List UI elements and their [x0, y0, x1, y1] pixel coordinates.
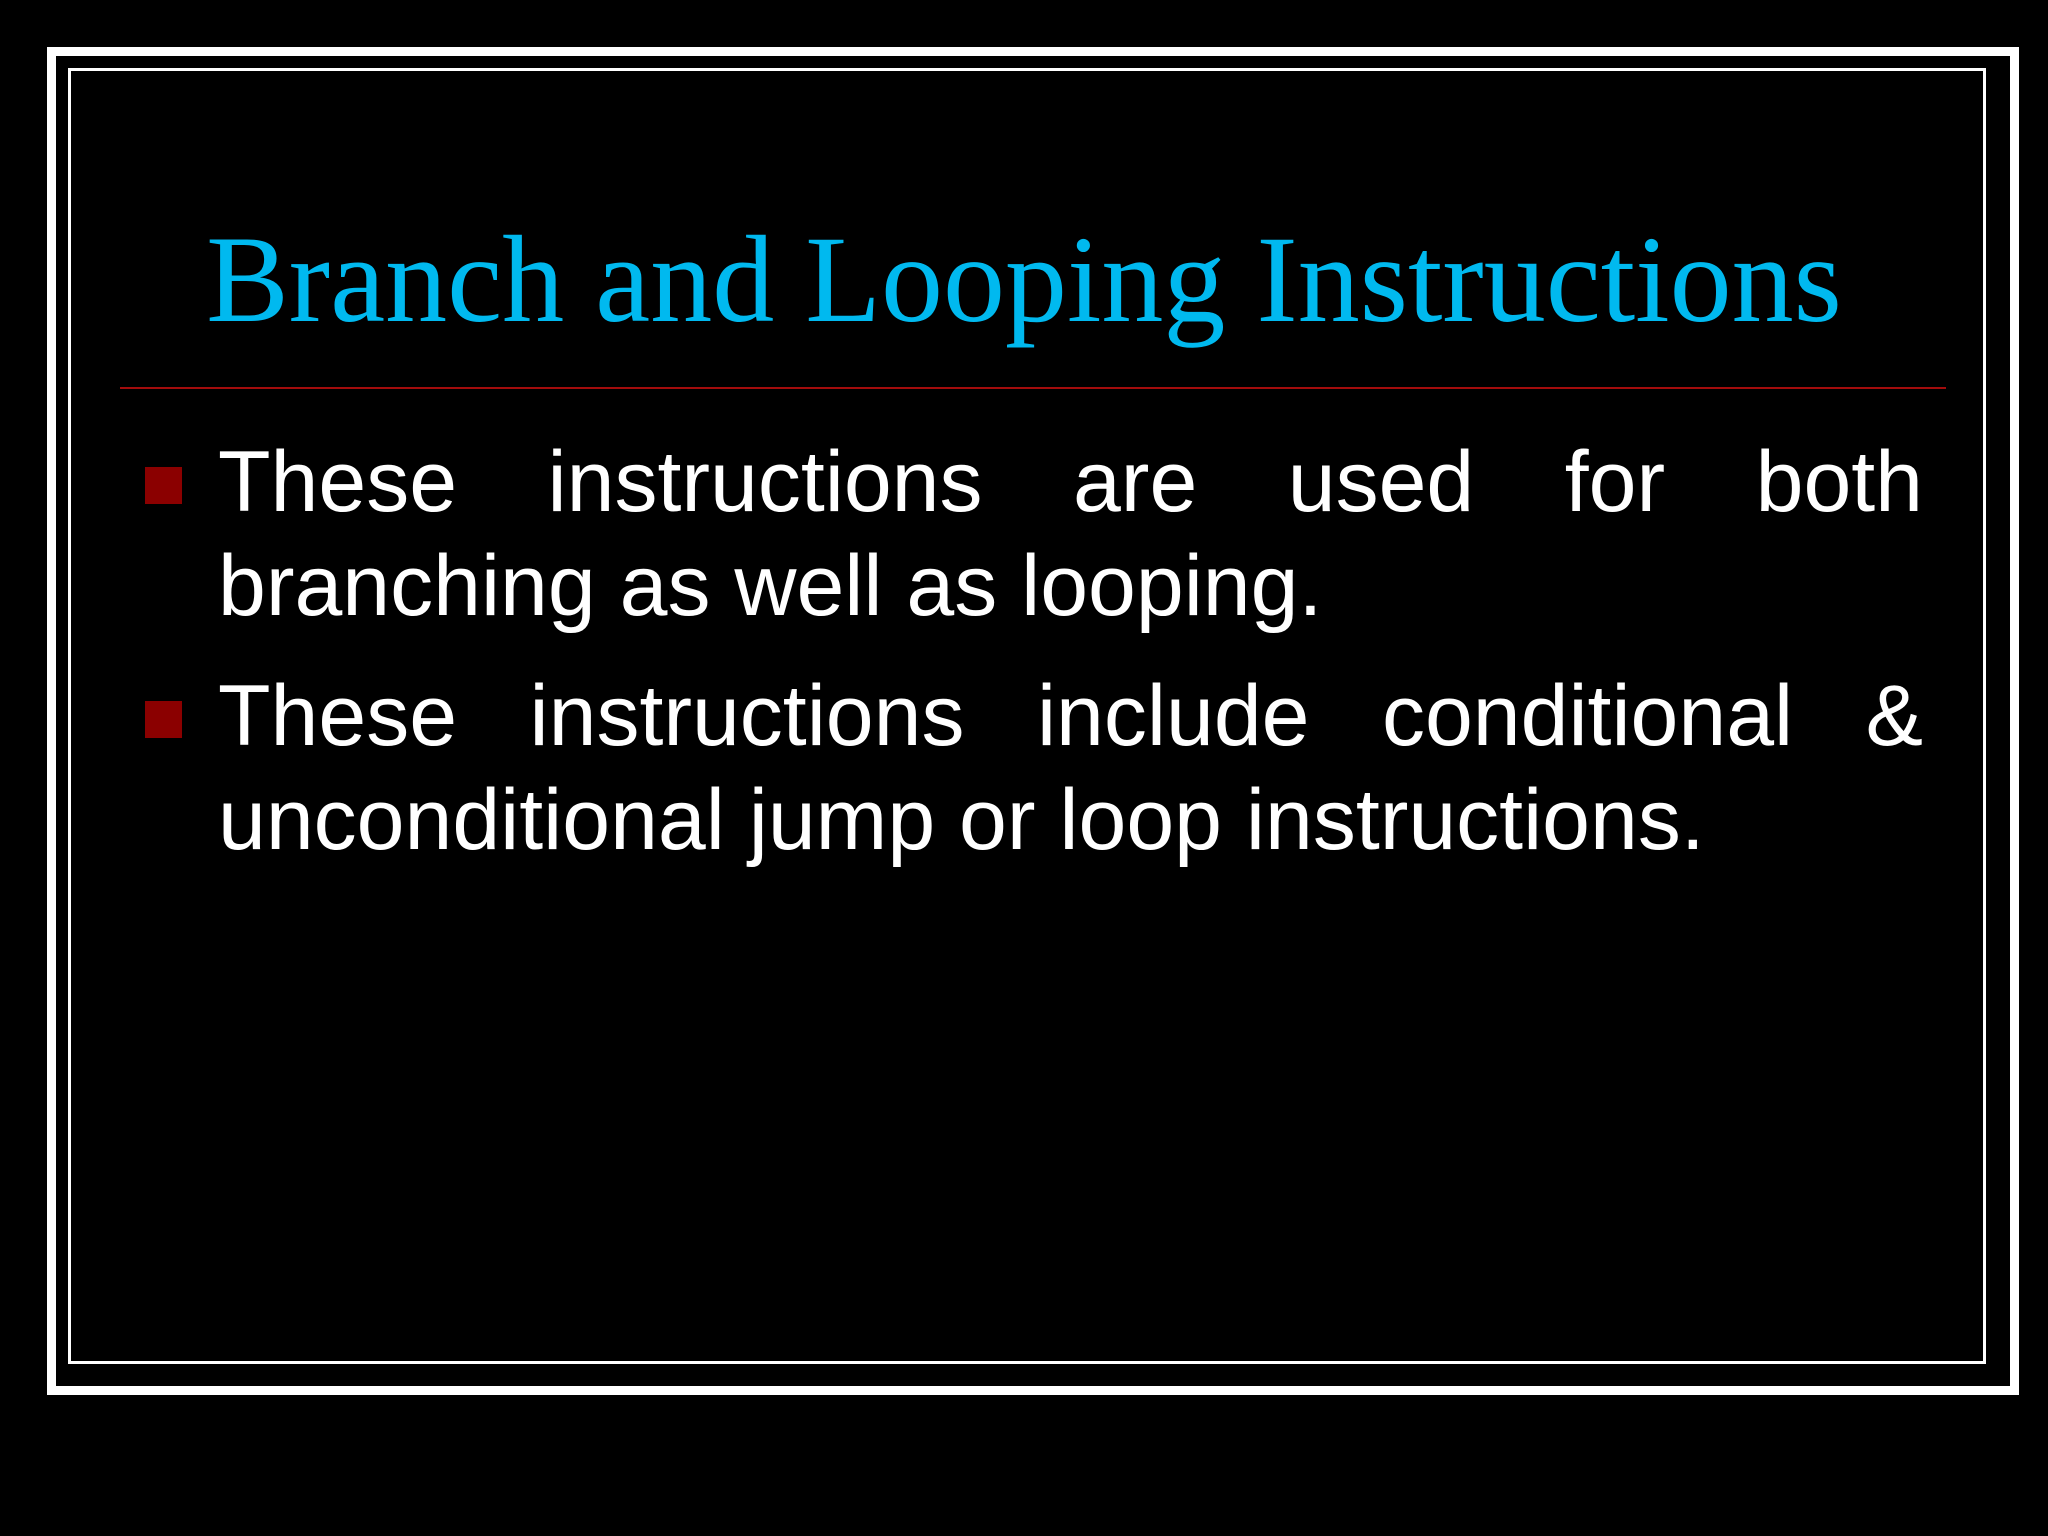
bullet-item [145, 430, 1923, 638]
bullet-text: These instructions include conditional & unconditional jump or loop instructions. [218, 668, 1923, 868]
title-divider [120, 387, 1946, 389]
square-bullet-icon [145, 467, 182, 504]
square-bullet-icon [145, 701, 182, 738]
bullet-item [145, 664, 1923, 872]
slide-title: Branch and Looping Instructions [206, 211, 1842, 348]
bullet-text: These instructions are used for both branching as well as looping. [218, 434, 1923, 634]
bullet-list [145, 430, 1923, 898]
